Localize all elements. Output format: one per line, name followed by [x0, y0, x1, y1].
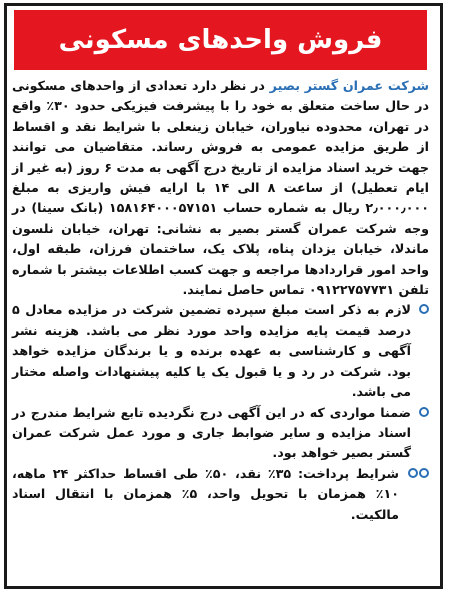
bullet-icon	[419, 304, 429, 314]
phone-number: ۰۹۱۲۲۷۵۷۷۳۱	[308, 282, 395, 298]
note-deposit-text: لازم به ذکر است مبلغ سپرده تضمین شرکت در مزایده معادل ۵ درصد قیمت پایه مزایده واحد مورد نظر می باشد. هزینه نشر آگهی و کارشناسی به عهده برنده و یا برندگان مزایده خواهد بود. شرکت در رد و یا قبول یک یا کلیه پیشنهادات واصله مختار می باشد.	[12, 302, 411, 400]
intro-tail: تماس حاصل نمایند.	[182, 282, 305, 298]
note-terms	[12, 403, 429, 464]
double-bullet-icon	[408, 468, 429, 478]
note-payment-text: شرایط پرداخت: ۳۵٪ نقد، ۵۰٪ طی اقساط حداکثر ۲۴ ماهه، ۱۰٪ همزمان با تحویل واحد، ۵٪ همزمان با انتقال اسناد مالکیت.	[12, 465, 399, 522]
ad-body	[12, 76, 429, 525]
company-name: شرکت عمران گستر بصیر	[269, 78, 430, 93]
note-payment	[12, 464, 429, 525]
ad-title: فروش واحدهای مسکونی	[58, 25, 383, 55]
intro-text: در نظر دارد تعدادی از واحدهای مسکونی در حال ساخت متعلق به خود را با پیشرفت فیزیکی حدود ۳۰٪ واقع در تهران، محدوده نیاوران، خیابان زینعلی با شرایط نقد و اقساط از طریق مزایده عمومی به فروش رساند. متقاضیان می توانند جهت خرید اسناد مزایده از تاریخ درج آگهی به مدت ۶ روز (به غیر از ایام تعطیل) از ساعت ۸ الی ۱۴ با ارایه فیش واریزی به مبلغ ۲٫۰۰۰٫۰۰۰ ریال به شماره حساب ۱۵۸۱۶۴۰۰۰۵۷۱۵۱ (بانک سینا) در وجه شرکت عمران گستر بصیر به نشانی: تهران، خیابان نلسون ماندلا، خیابان یزدان پناه، پلاک یک، ساختمان فرزان، طبقه اول، واحد امور قراردادها مراجعه و جهت کسب اطلاعات بیشتر با شماره تلفن	[12, 78, 430, 298]
intro-paragraph	[12, 76, 429, 300]
note-deposit	[12, 300, 429, 402]
title-banner	[14, 10, 427, 70]
bullet-icon	[419, 407, 429, 417]
note-terms-text: ضمنا مواردی که در این آگهی درج نگردیده تابع شرایط مندرج در اسناد مزایده و سایر ضوابط جاری و مورد عمل شرکت عمران گستر بصیر خواهد بود.	[12, 404, 411, 461]
